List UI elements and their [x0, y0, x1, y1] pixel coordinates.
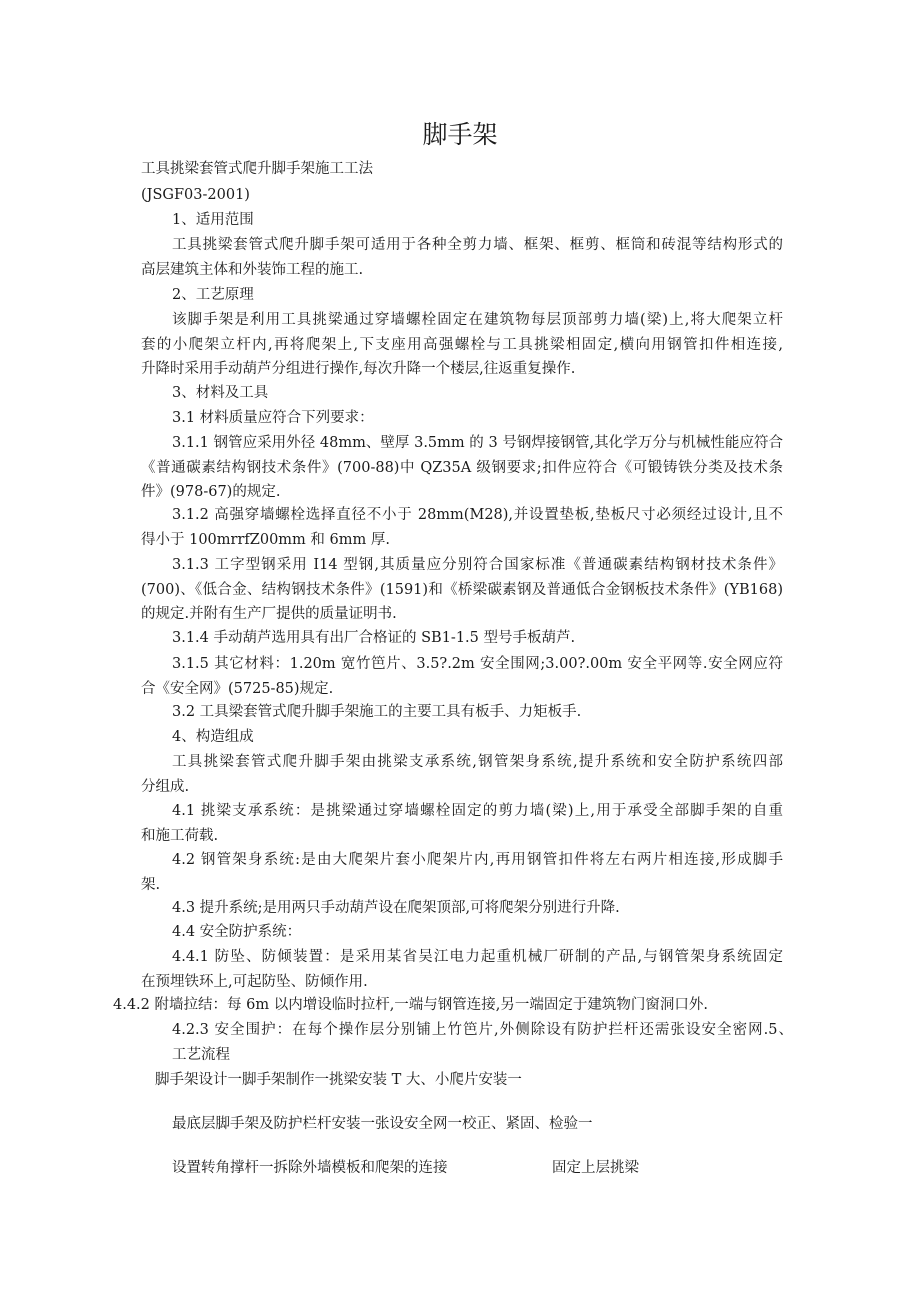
flow-step-3: 设置转角撑杆一拆除外墙模板和爬架的连接: [172, 1160, 448, 1176]
clause-4-4: 4.4 安全防护系统：: [172, 924, 302, 940]
text-line: 架.: [141, 876, 161, 893]
text-line: 工艺流程: [172, 1046, 230, 1063]
section-heading-3: 3、材料及工具: [172, 385, 269, 401]
text-line: 3.1.5 其它材料：1.20m 宽竹笆片、3.5?.2m 安全围网;3.00?.00m 安全平网等.安全网应符: [172, 656, 783, 672]
text-line: 该脚手架是利用工具挑梁通过穿墙螺栓固定在建筑物每层顶部剪力墙(梁)上,将大爬架立杆: [172, 312, 783, 328]
text-line: 3.1.1 钢管应采用外径 48mm、壁厚 3.5mm 的 3 号钢焊接钢管,其化学万分与机械性能应符合: [172, 435, 783, 451]
flow-step-2: 最底层脚手架及防护栏杆安装一张设安全网一校正、紧固、检验一: [172, 1116, 593, 1132]
text-line: 的规定.并附有生产厂提供的质量证明书.: [141, 606, 397, 622]
clause-3-1-5: [141, 652, 783, 701]
standard-code: (JSGF03-2001): [141, 187, 250, 203]
text-line: 《普通碳素结构钢技术条件》(700-88)中 QZ35A 级钢要求;扣件应符合《可锻铸铁分类及技术条: [141, 459, 783, 476]
clause-4-1: [141, 799, 783, 848]
page-title: 脚手架: [422, 120, 498, 149]
clause-3-1-4: 3.1.4 手动葫芦选用具有出厂合格证的 SB1-1.5 型号手板葫芦.: [172, 630, 576, 646]
section-heading-1: 1、适用范围: [172, 212, 254, 228]
text-line: 在预埋铁环上,可起防坠、防倾作用.: [141, 973, 368, 990]
text-line: 分组成.: [141, 778, 190, 795]
text-line: 4.4.1 防坠、防倾装置：是采用某省吴江电力起重机械厂研制的产品,与钢管架身系统固定: [172, 949, 783, 965]
text-line: 工具挑梁套管式爬升脚手架由挑梁支承系统,钢管架身系统,提升系统和安全防护系统四部: [172, 754, 783, 770]
text-line: 套的小爬架立杆内,再将爬架上,下支座用高强螺栓与工具挑梁相固定,横向用钢管扣件相连接,: [141, 336, 783, 353]
text-line: 高层建筑主体和外装饰工程的施工.: [141, 261, 364, 278]
text-line: 升降时采用手动葫芦分组进行操作,每次升降一个楼层,往返重复操作.: [141, 361, 576, 377]
clause-3-1: 3.1 材料质量应符合下列要求：: [172, 410, 374, 426]
text-line: 和施工荷载.: [141, 827, 219, 844]
text-line: 3.1.2 高强穿墙螺栓选择直径不小于 28mm(M28),并设置垫板,垫板尺寸必须经过设计,且不: [172, 507, 783, 523]
clause-4-2-3: [141, 1018, 793, 1067]
document-subtitle: 工具挑梁套管式爬升脚手架施工工法: [141, 161, 373, 177]
clause-3-1-1: [141, 431, 783, 505]
clause-3-1-2: [141, 503, 783, 552]
section-heading-2: 2、工艺原理: [172, 287, 254, 303]
paragraph-scope: [141, 233, 783, 282]
text-line: 合《安全网》(5725-85)规定.: [141, 680, 334, 697]
clause-3-1-3: [141, 553, 783, 627]
text-line: 工具挑梁套管式爬升脚手架可适用于各种全剪力墙、框架、框剪、框筒和砖混等结构形式的: [172, 237, 783, 253]
text-line: 4.2 钢管架身系统:是由大爬架片套小爬架片内,再用钢管扣件将左右两片相连接,形成脚手: [172, 852, 783, 868]
text-line: 件》(978-67)的规定.: [141, 484, 281, 500]
paragraph-principle: [141, 308, 783, 382]
flow-step-4: 固定上层挑梁: [552, 1160, 639, 1176]
text-line: (700)、《低合金、结构钢技术条件》(1591)和《桥梁碳素钢及普通低合金钢板技术条件》(YB168): [141, 581, 783, 598]
text-line: 4.2.3 安全围护：在每个操作层分别铺上竹笆片,外侧除设有防护拦杆还需张设安全密网.5、: [172, 1022, 793, 1038]
clause-4-4-1: [141, 945, 783, 994]
clause-4-2: [141, 848, 783, 897]
clause-4-3: 4.3 提升系统;是用两只手动葫芦设在爬架顶部,可将爬架分别进行升降.: [172, 900, 620, 916]
clause-4-4-2: 4.4.2 附墙拉结：每 6m 以内增设临时拉杆,一端与钢管连接,另一端固定于建筑物门窗洞口外.: [113, 997, 709, 1013]
section-heading-4: 4、构造组成: [172, 729, 254, 745]
text-line: 4.1 挑梁支承系统：是挑梁通过穿墙螺栓固定的剪力墙(梁)上,用于承受全部脚手架的自重: [172, 803, 783, 819]
clause-3-2: 3.2 工具梁套管式爬升脚手架施工的主要工具有板手、力矩板手.: [172, 704, 582, 720]
paragraph-structure: [141, 750, 783, 799]
flow-step-1: 脚手架设计一脚手架制作一挑梁安装 T 大、小爬片安装一: [155, 1072, 522, 1088]
text-line: 3.1.3 工字型钢采用 I14 型钢,其质量应分别符合国家标准《普通碳素结构钢材技术条件》: [172, 557, 783, 573]
text-line: 得小于 100mrrfZ00mm 和 6mm 厚.: [141, 531, 390, 548]
